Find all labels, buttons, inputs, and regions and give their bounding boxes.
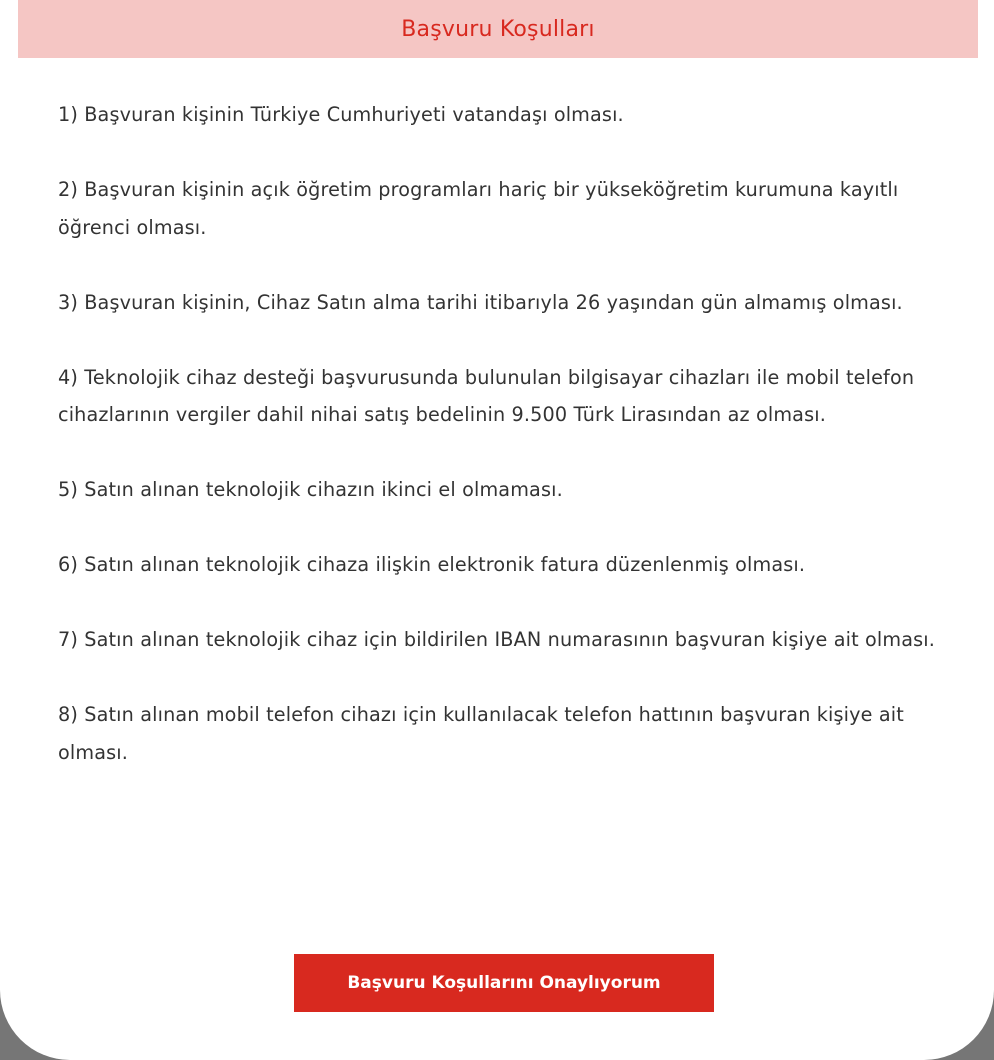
dialog-header xyxy=(18,0,978,58)
confirm-conditions-button[interactable]: Başvuru Koşullarını Onaylıyorum xyxy=(294,954,714,1012)
condition-item-7: 7) Satın alınan teknolojik cihaz için bildirilen IBAN numarasının başvuran kişiye ait olması. xyxy=(58,628,936,651)
condition-item-1: 1) Başvuran kişinin Türkiye Cumhuriyeti vatandaşı olması. xyxy=(58,103,624,126)
condition-item-3: 3) Başvuran kişinin, Cihaz Satın alma tarihi itibarıyla 26 yaşından gün almamış olması. xyxy=(58,290,903,314)
conditions-list xyxy=(58,96,958,809)
condition-item-2: 2) Başvuran kişinin açık öğretim programları hariç bir yükseköğretim kurumuna kayıtlı öğrenci olması. xyxy=(58,178,899,239)
condition-item-4: 4) Teknolojik cihaz desteği başvurusunda bulunulan bilgisayar cihazları ile mobil telefon cihazlarının vergiler dahil nihai satış bedelinin 9.500 Türk Lirasından az olması. xyxy=(58,365,915,426)
dialog-title: Başvuru Koşulları xyxy=(401,16,595,42)
condition-item-5: 5) Satın alınan teknolojik cihazın ikinci el olmaması. xyxy=(58,478,563,501)
condition-item-6: 6) Satın alınan teknolojik cihaza ilişkin elektronik fatura düzenlenmiş olması. xyxy=(58,553,806,576)
condition-item-8: 8) Satın alınan mobil telefon cihazı için kullanılacak telefon hattının başvuran kişiye ait olması. xyxy=(58,703,904,764)
